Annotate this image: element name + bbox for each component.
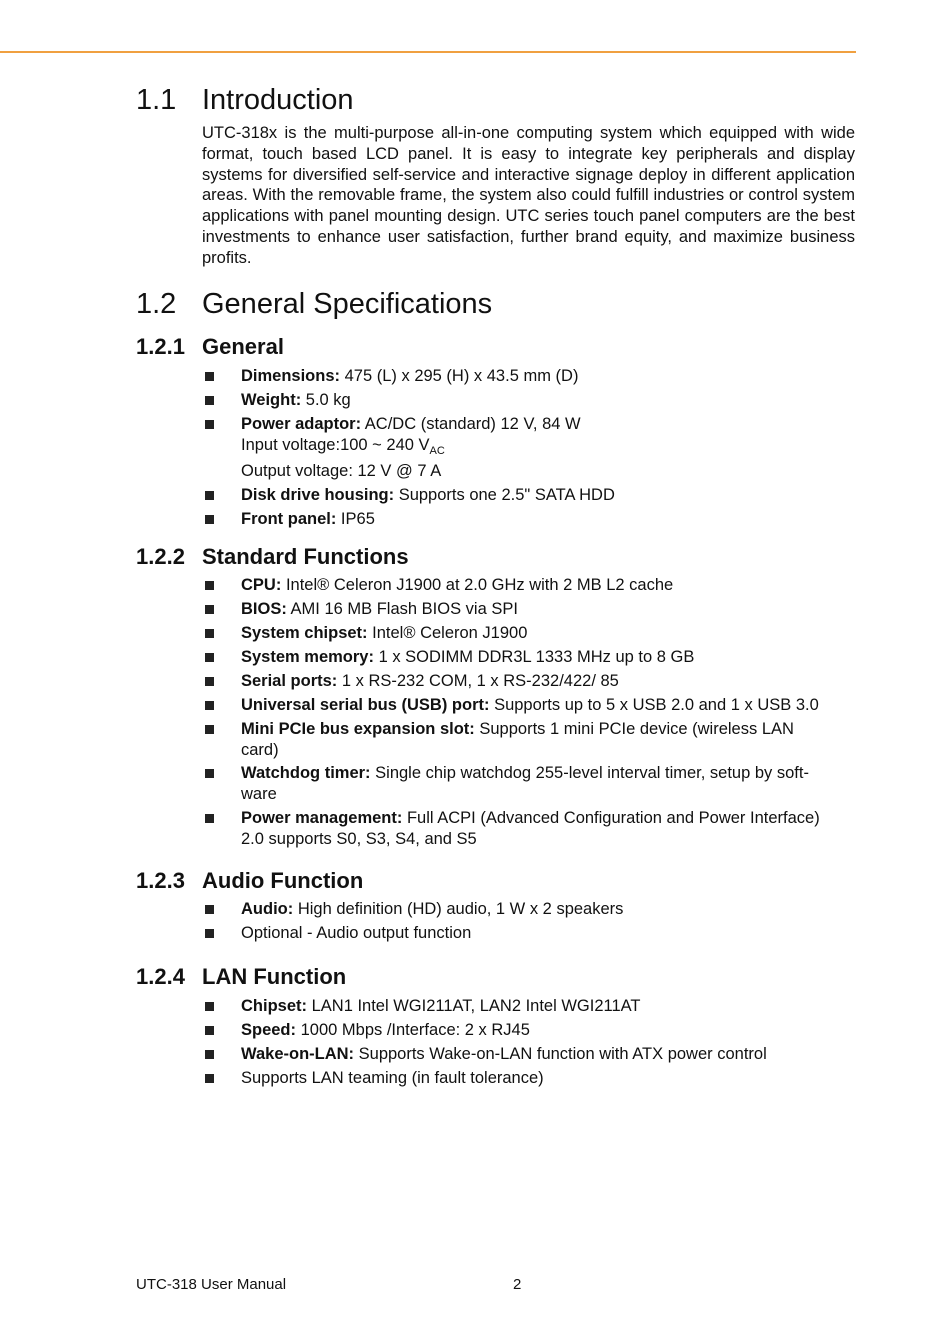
item-label: BIOS: (241, 599, 287, 618)
footer-manual-title: UTC-318 User Manual (136, 1276, 287, 1293)
bullet-square-icon (205, 491, 214, 500)
heading-number: 1.2 (136, 288, 177, 320)
heading-number: 1.2.3 (136, 868, 185, 893)
heading-title: Audio Function (202, 868, 364, 893)
lan-list (202, 996, 862, 1092)
heading-title: Introduction (202, 84, 354, 116)
item-text: Supports up to 5 x USB 2.0 and 1 x USB 3.0 (494, 695, 819, 714)
bullet-square-icon (205, 814, 214, 823)
item-label: Serial ports: (241, 671, 338, 690)
list-item-lan-chipset (202, 996, 862, 1017)
bullet-square-icon (205, 769, 214, 778)
bullet-square-icon (205, 1002, 214, 1011)
bullet-square-icon (205, 701, 214, 710)
heading-number: 1.2.2 (136, 544, 185, 569)
item-text: Single chip watchdog 255-level interval timer, setup by soft- (375, 764, 809, 783)
item-label: System memory: (241, 647, 374, 666)
bullet-square-icon (205, 581, 214, 590)
item-text-line2: ware (241, 785, 277, 804)
footer-page-number: 2 (513, 1276, 522, 1293)
bullet-square-icon (205, 1074, 214, 1083)
item-text: Supports LAN teaming (in fault tolerance) (241, 1068, 544, 1087)
item-text: LAN1 Intel WGI211AT, LAN2 Intel WGI211AT (311, 997, 641, 1015)
list-item-lan-speed (202, 1020, 862, 1041)
item-label: Audio: (241, 900, 294, 918)
heading-number: 1.2.1 (136, 334, 185, 359)
list-item-bios (202, 599, 862, 620)
item-label: Watchdog timer: (241, 764, 371, 783)
item-label: Mini PCIe bus expansion slot: (241, 719, 475, 738)
item-label: Universal serial bus (USB) port: (241, 695, 490, 714)
item-label: Chipset: (241, 997, 307, 1015)
bullet-square-icon (205, 629, 214, 638)
list-item-power-management (202, 808, 862, 849)
item-text: 1000 Mbps /Interface: 2 x RJ45 (300, 1020, 530, 1039)
bullet-square-icon (205, 1026, 214, 1035)
heading-number: 1.1 (136, 84, 177, 116)
general-list (202, 366, 862, 533)
heading-title: General Specifications (202, 288, 493, 320)
item-text-line2: 2.0 supports S0, S3, S4, and S5 (241, 829, 477, 848)
bullet-square-icon (205, 725, 214, 734)
item-text: AMI 16 MB Flash BIOS via SPI (290, 599, 518, 618)
heading-title: General (202, 334, 284, 359)
item-text: Optional - Audio output function (241, 923, 472, 942)
item-label: Wake-on-LAN: (241, 1044, 355, 1063)
item-text: 475 (L) x 295 (H) x 43.5 mm (D) (344, 367, 579, 385)
item-text: Intel® Celeron J1900 at 2.0 GHz with 2 MB L2 cache (285, 576, 674, 594)
item-label: Power management: (241, 809, 403, 828)
list-item-front-panel (202, 509, 862, 530)
item-label: Dimensions: (241, 367, 341, 385)
item-subscript: AC (429, 444, 445, 457)
list-item-serial-ports (202, 671, 862, 692)
list-item-chipset (202, 623, 862, 644)
list-item-usb (202, 695, 862, 716)
list-item-memory (202, 647, 862, 668)
list-item-wake-on-lan (202, 1044, 862, 1065)
item-text: Supports Wake-on-LAN function with ATX power control (358, 1044, 767, 1063)
heading-title: LAN Function (202, 964, 347, 989)
item-text: Intel® Celeron J1900 (372, 623, 528, 642)
list-item-audio (202, 899, 862, 920)
item-label: Front panel: (241, 510, 337, 529)
item-label: Power adaptor: (241, 414, 362, 433)
bullet-square-icon (205, 372, 214, 381)
list-item-audio-output (202, 923, 862, 944)
list-item-power-adaptor (202, 414, 862, 482)
item-text: AC/DC (standard) 12 V, 84 W (364, 414, 581, 433)
bullet-square-icon (205, 677, 214, 686)
heading-number: 1.2.4 (136, 964, 185, 989)
item-text: Full ACPI (Advanced Configuration and Power Interface) (406, 809, 820, 828)
item-label: Weight: (241, 390, 302, 409)
bullet-square-icon (205, 653, 214, 662)
list-item-cpu (202, 575, 862, 596)
list-item-mini-pcie (202, 719, 862, 760)
item-text: 1 x SODIMM DDR3L 1333 MHz up to 8 GB (378, 647, 695, 666)
item-label: System chipset: (241, 623, 368, 642)
item-text-line2: Input voltage:100 ~ 240 V (241, 435, 430, 454)
list-item-watchdog (202, 763, 862, 804)
item-text-line3: Output voltage: 12 V @ 7 A (241, 462, 442, 481)
bullet-square-icon (205, 605, 214, 614)
item-text: 5.0 kg (305, 390, 351, 409)
item-label: CPU: (241, 576, 282, 594)
standard-functions-list (202, 575, 862, 853)
list-item-lan-teaming (202, 1068, 862, 1089)
item-text-line2: card) (241, 740, 279, 759)
list-item-dimensions (202, 366, 862, 387)
bullet-square-icon (205, 396, 214, 405)
item-text: High definition (HD) audio, 1 W x 2 speakers (297, 900, 624, 918)
heading-title: Standard Functions (202, 544, 409, 569)
bullet-square-icon (205, 929, 214, 938)
bullet-square-icon (205, 515, 214, 524)
bullet-square-icon (205, 1050, 214, 1059)
item-text: IP65 (340, 510, 375, 529)
list-item-weight (202, 390, 862, 411)
item-label: Disk drive housing: (241, 486, 395, 505)
intro-paragraph: UTC-318x is the multi-purpose all-in-one computing system which equipped with wide format, touch based LCD panel. It is easy to integrate key peripherals and display systems for diversified self-service and interactive signage deploy in different application areas. With the removable frame, the system also could fulfill industries or control system applications with panel mounting design. UTC series touch panel computers are the best investments to enhance user satisfaction, further brand equity, and maximize business profits. (202, 124, 855, 267)
bullet-square-icon (205, 420, 214, 429)
item-text: Supports 1 mini PCIe device (wireless LAN (479, 719, 794, 738)
bullet-square-icon (205, 905, 214, 914)
item-text: 1 x RS-232 COM, 1 x RS-232/422/ 85 (341, 671, 619, 690)
audio-list (202, 899, 862, 947)
list-item-disk-drive (202, 485, 862, 506)
header-rule (0, 51, 856, 53)
item-label: Speed: (241, 1020, 297, 1039)
item-text: Supports one 2.5" SATA HDD (398, 486, 615, 505)
